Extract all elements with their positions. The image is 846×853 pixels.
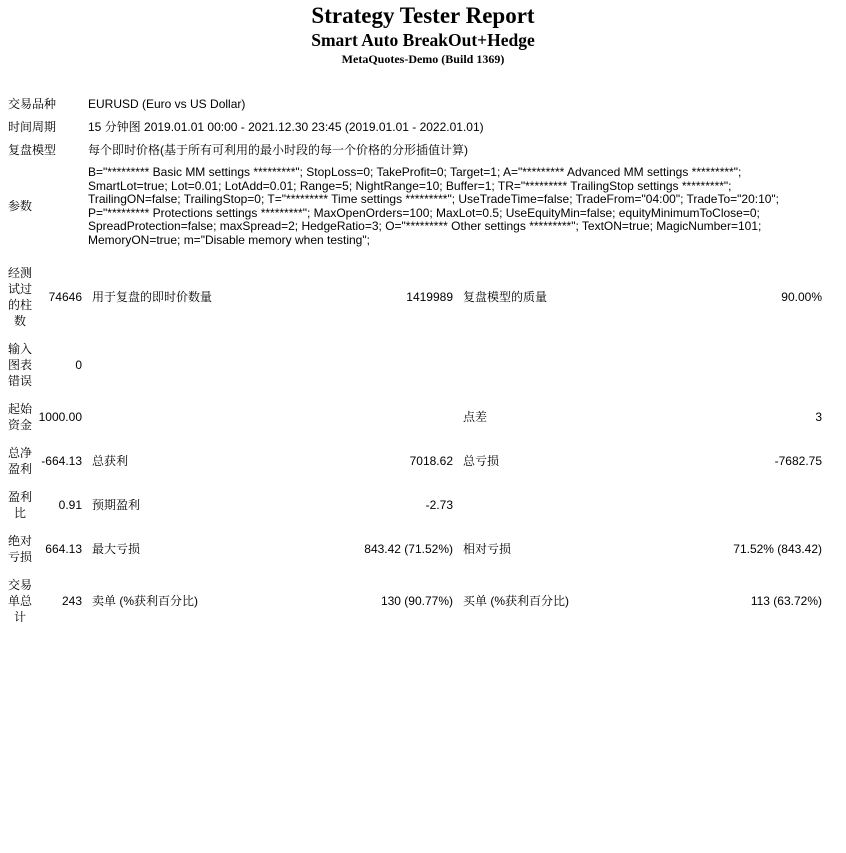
absolute-drawdown-label: 绝对亏损 xyxy=(8,534,33,564)
empty-cell xyxy=(453,483,703,527)
profit-factor-value: 0.91 xyxy=(58,498,82,512)
period-value: 15 分钟图 2019.01.01 00:00 - 2021.12.30 23:45 (2019.01.01 - 2022.01.01) xyxy=(88,120,484,134)
total-trades-value: 243 xyxy=(61,594,82,608)
server-build: MetaQuotes-Demo (Build 1369) xyxy=(341,52,505,66)
chart-errors-label: 输入图表错误 xyxy=(8,342,33,388)
gross-profit-value: 7018.62 xyxy=(409,454,453,468)
expert-name: Smart Auto BreakOut+Hedge xyxy=(311,30,535,50)
symbol-label: 交易品种 xyxy=(8,97,57,111)
initial-deposit-value: 1000.00 xyxy=(38,410,82,424)
short-positions-value: 130 (90.77%) xyxy=(380,594,453,608)
empty-cell xyxy=(703,483,824,527)
maximal-drawdown-label: 最大亏损 xyxy=(92,542,141,556)
bars-tested-label: 经测试过的柱数 xyxy=(8,266,33,328)
total-net-profit-label: 总净盈利 xyxy=(8,446,33,476)
parameters-label: 参数 xyxy=(8,199,33,213)
parameters-line: SpreadProtection=false; maxSpread=2; HedgeRatio=3; O="********* Other settings *********"; TextON=true; MagicNumber=101; xyxy=(88,219,762,233)
ticks-modelled-value: 1419989 xyxy=(406,290,453,304)
empty-cell xyxy=(82,335,341,395)
parameters-line: TrailingON=false; TrailingStop=0; T="********* Time settings *********"; UseTradeTime=false; TradeFrom="04:00"; TradeTo="20:10"; xyxy=(88,192,780,206)
empty-cell xyxy=(341,335,453,395)
maximal-drawdown-value: 843.42 (71.52%) xyxy=(364,542,453,556)
ticks-modelled-label: 用于复盘的即时价数量 xyxy=(92,290,213,304)
gross-loss-label: 总亏损 xyxy=(463,454,500,468)
profit-factor-label: 盈利比 xyxy=(8,490,33,520)
relative-drawdown-value: 71.52% (843.42) xyxy=(733,542,822,556)
empty-cell xyxy=(341,395,453,439)
short-positions-label: 卖单 (%获利百分比) xyxy=(92,594,198,608)
relative-drawdown-label: 相对亏损 xyxy=(463,542,512,556)
total-net-profit-value: -664.13 xyxy=(41,454,82,468)
table-row-net-profit xyxy=(8,439,824,483)
table-row-initial-deposit xyxy=(8,395,824,439)
initial-deposit-label: 起始资金 xyxy=(8,402,33,432)
parameters-line: P="********* Protections settings *********"; MaxOpenOrders=100; MaxLot=0.5; UseEquityMin=false; equityMinimumToClose=0; xyxy=(88,205,760,220)
absolute-drawdown-value: 664.13 xyxy=(45,542,82,556)
parameters-line: B="********* Basic MM settings *********"; StopLoss=0; TakeProfit=0; Target=1; A="********* Advanced MM settings *********"; xyxy=(88,165,742,179)
expected-payoff-value: -2.73 xyxy=(425,498,453,512)
table-row-chart-errors xyxy=(8,335,824,395)
empty-cell xyxy=(453,335,703,395)
model-value: 每个即时价格(基于所有可利用的最小时段的每一个价格的分形插值计算) xyxy=(88,143,468,157)
chart-errors-value: 0 xyxy=(75,358,82,372)
table-row-bars-tested xyxy=(8,259,824,335)
table-row-profit-factor xyxy=(8,483,824,527)
results-table xyxy=(8,259,824,631)
parameters-row xyxy=(8,162,838,251)
long-positions-label: 买单 (%获利百分比) xyxy=(463,594,569,608)
parameters-line: SmartLot=true; Lot=0.01; LotAdd=0.01; Range=5; NightRange=10; Buffer=1; TR="********* TrailingStop settings *********"; xyxy=(88,178,732,193)
report-header xyxy=(0,0,846,67)
empty-cell xyxy=(82,395,341,439)
expected-payoff-label: 预期盈利 xyxy=(92,498,141,512)
table-row-drawdown xyxy=(8,527,824,571)
spread-value: 3 xyxy=(815,410,822,424)
symbol-row xyxy=(8,93,838,116)
model-row xyxy=(8,139,838,162)
period-label: 时间周期 xyxy=(8,120,57,134)
period-row xyxy=(8,116,838,139)
report-title: Strategy Tester Report xyxy=(311,3,535,28)
model-label: 复盘模型 xyxy=(8,143,57,157)
gross-profit-label: 总获利 xyxy=(92,454,129,468)
empty-cell xyxy=(703,335,824,395)
test-info-table xyxy=(8,93,838,251)
table-row-total-trades xyxy=(8,571,824,631)
parameters-line: MemoryON=true; m="Disable memory when testing"; xyxy=(88,232,370,247)
bars-tested-value: 74646 xyxy=(48,290,82,304)
modelling-quality-label: 复盘模型的质量 xyxy=(463,290,548,304)
parameters-value xyxy=(88,162,838,251)
spread-label: 点差 xyxy=(463,410,488,424)
total-trades-label: 交易单总计 xyxy=(8,578,33,624)
modelling-quality-value: 90.00% xyxy=(781,290,822,304)
symbol-value: EURUSD (Euro vs US Dollar) xyxy=(88,97,246,111)
gross-loss-value: -7682.75 xyxy=(774,454,822,468)
long-positions-value: 113 (63.72%) xyxy=(750,594,822,608)
